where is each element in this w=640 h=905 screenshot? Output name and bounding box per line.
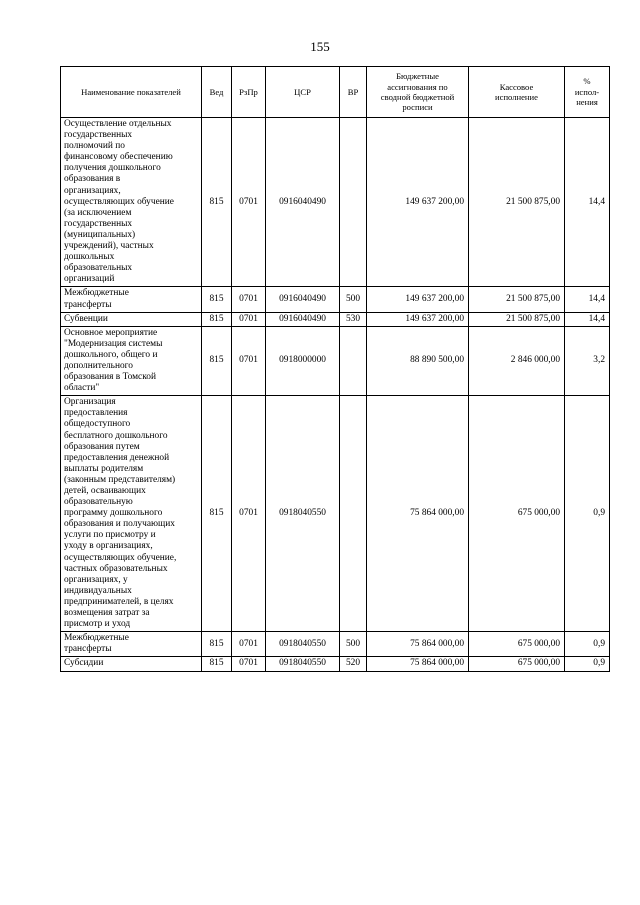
header-vr: ВР bbox=[340, 67, 367, 118]
table-row bbox=[61, 287, 610, 312]
row-assignments: 149 637 200,00 bbox=[367, 312, 469, 326]
row-percent: 14,4 bbox=[565, 287, 610, 312]
row-ved: 815 bbox=[202, 657, 232, 671]
row-csr: 0918040550 bbox=[266, 657, 340, 671]
row-csr: 0916040490 bbox=[266, 287, 340, 312]
row-assignments: 75 864 000,00 bbox=[367, 632, 469, 657]
row-assignments: 149 637 200,00 bbox=[367, 118, 469, 287]
row-ved: 815 bbox=[202, 312, 232, 326]
header-percent: % испол- нения bbox=[565, 67, 610, 118]
row-cash-execution: 675 000,00 bbox=[469, 657, 565, 671]
row-csr: 0918040550 bbox=[266, 396, 340, 632]
row-rzpr: 0701 bbox=[232, 312, 266, 326]
row-rzpr: 0701 bbox=[232, 287, 266, 312]
row-cash-execution: 21 500 875,00 bbox=[469, 287, 565, 312]
row-rzpr: 0701 bbox=[232, 118, 266, 287]
row-cash-execution: 675 000,00 bbox=[469, 396, 565, 632]
row-rzpr: 0701 bbox=[232, 632, 266, 657]
table-header-row bbox=[61, 67, 610, 118]
row-ved: 815 bbox=[202, 632, 232, 657]
row-assignments: 75 864 000,00 bbox=[367, 396, 469, 632]
row-name: Межбюджетные трансферты bbox=[61, 287, 202, 312]
table-row bbox=[61, 312, 610, 326]
header-csr: ЦСР bbox=[266, 67, 340, 118]
row-csr: 0916040490 bbox=[266, 118, 340, 287]
table-row bbox=[61, 396, 610, 632]
header-assignments: Бюджетные ассигнования по сводной бюджетной росписи bbox=[367, 67, 469, 118]
row-name: Субвенции bbox=[61, 312, 202, 326]
row-percent: 3,2 bbox=[565, 326, 610, 396]
row-name: Организация предоставления общедоступного бесплатного дошкольного образования путем предоставления денежной выплаты родителям (законным представителям) детей, осваивающих образовательную программу дошкольного образования и получающих услуги по присмотру и уходу в организациях, осуществляющих обучение, частных образовательных организациях, у индивидуальных предпринимателей, в целях возмещения затрат за присмотр и уход bbox=[61, 396, 202, 632]
row-percent: 14,4 bbox=[565, 312, 610, 326]
row-ved: 815 bbox=[202, 287, 232, 312]
row-name: Основное мероприятие "Модернизация системы дошкольного, общего и дополнительного образования в Томской области" bbox=[61, 326, 202, 396]
row-name: Осуществление отдельных государственных полномочий по финансовому обеспечению получения дошкольного образования в организациях, осуществляющих обучение (за исключением государственных (муниципальных) учреждений), частных дошкольных образовательных организаций bbox=[61, 118, 202, 287]
table-row bbox=[61, 326, 610, 396]
row-vr bbox=[340, 396, 367, 632]
row-vr bbox=[340, 326, 367, 396]
row-assignments: 88 890 500,00 bbox=[367, 326, 469, 396]
row-vr: 500 bbox=[340, 287, 367, 312]
header-cash-execution: Кассовое исполнение bbox=[469, 67, 565, 118]
row-rzpr: 0701 bbox=[232, 326, 266, 396]
row-vr: 500 bbox=[340, 632, 367, 657]
row-csr: 0918040550 bbox=[266, 632, 340, 657]
row-cash-execution: 21 500 875,00 bbox=[469, 312, 565, 326]
row-cash-execution: 675 000,00 bbox=[469, 632, 565, 657]
header-name: Наименование показателей bbox=[61, 67, 202, 118]
row-vr: 520 bbox=[340, 657, 367, 671]
row-ved: 815 bbox=[202, 118, 232, 287]
row-cash-execution: 21 500 875,00 bbox=[469, 118, 565, 287]
row-name: Субсидии bbox=[61, 657, 202, 671]
row-ved: 815 bbox=[202, 396, 232, 632]
row-percent: 0,9 bbox=[565, 396, 610, 632]
row-rzpr: 0701 bbox=[232, 396, 266, 632]
header-ved: Вед bbox=[202, 67, 232, 118]
budget-table bbox=[60, 66, 610, 672]
row-percent: 0,9 bbox=[565, 632, 610, 657]
row-cash-execution: 2 846 000,00 bbox=[469, 326, 565, 396]
page-number: 155 bbox=[310, 39, 330, 54]
row-percent: 0,9 bbox=[565, 657, 610, 671]
row-vr bbox=[340, 118, 367, 287]
row-assignments: 75 864 000,00 bbox=[367, 657, 469, 671]
row-rzpr: 0701 bbox=[232, 657, 266, 671]
row-csr: 0916040490 bbox=[266, 312, 340, 326]
row-csr: 0918000000 bbox=[266, 326, 340, 396]
row-ved: 815 bbox=[202, 326, 232, 396]
table-row bbox=[61, 632, 610, 657]
table-row bbox=[61, 657, 610, 671]
row-name: Межбюджетные трансферты bbox=[61, 632, 202, 657]
row-percent: 14,4 bbox=[565, 118, 610, 287]
table-row bbox=[61, 118, 610, 287]
header-rzpr: РзПр bbox=[232, 67, 266, 118]
row-vr: 530 bbox=[340, 312, 367, 326]
row-assignments: 149 637 200,00 bbox=[367, 287, 469, 312]
